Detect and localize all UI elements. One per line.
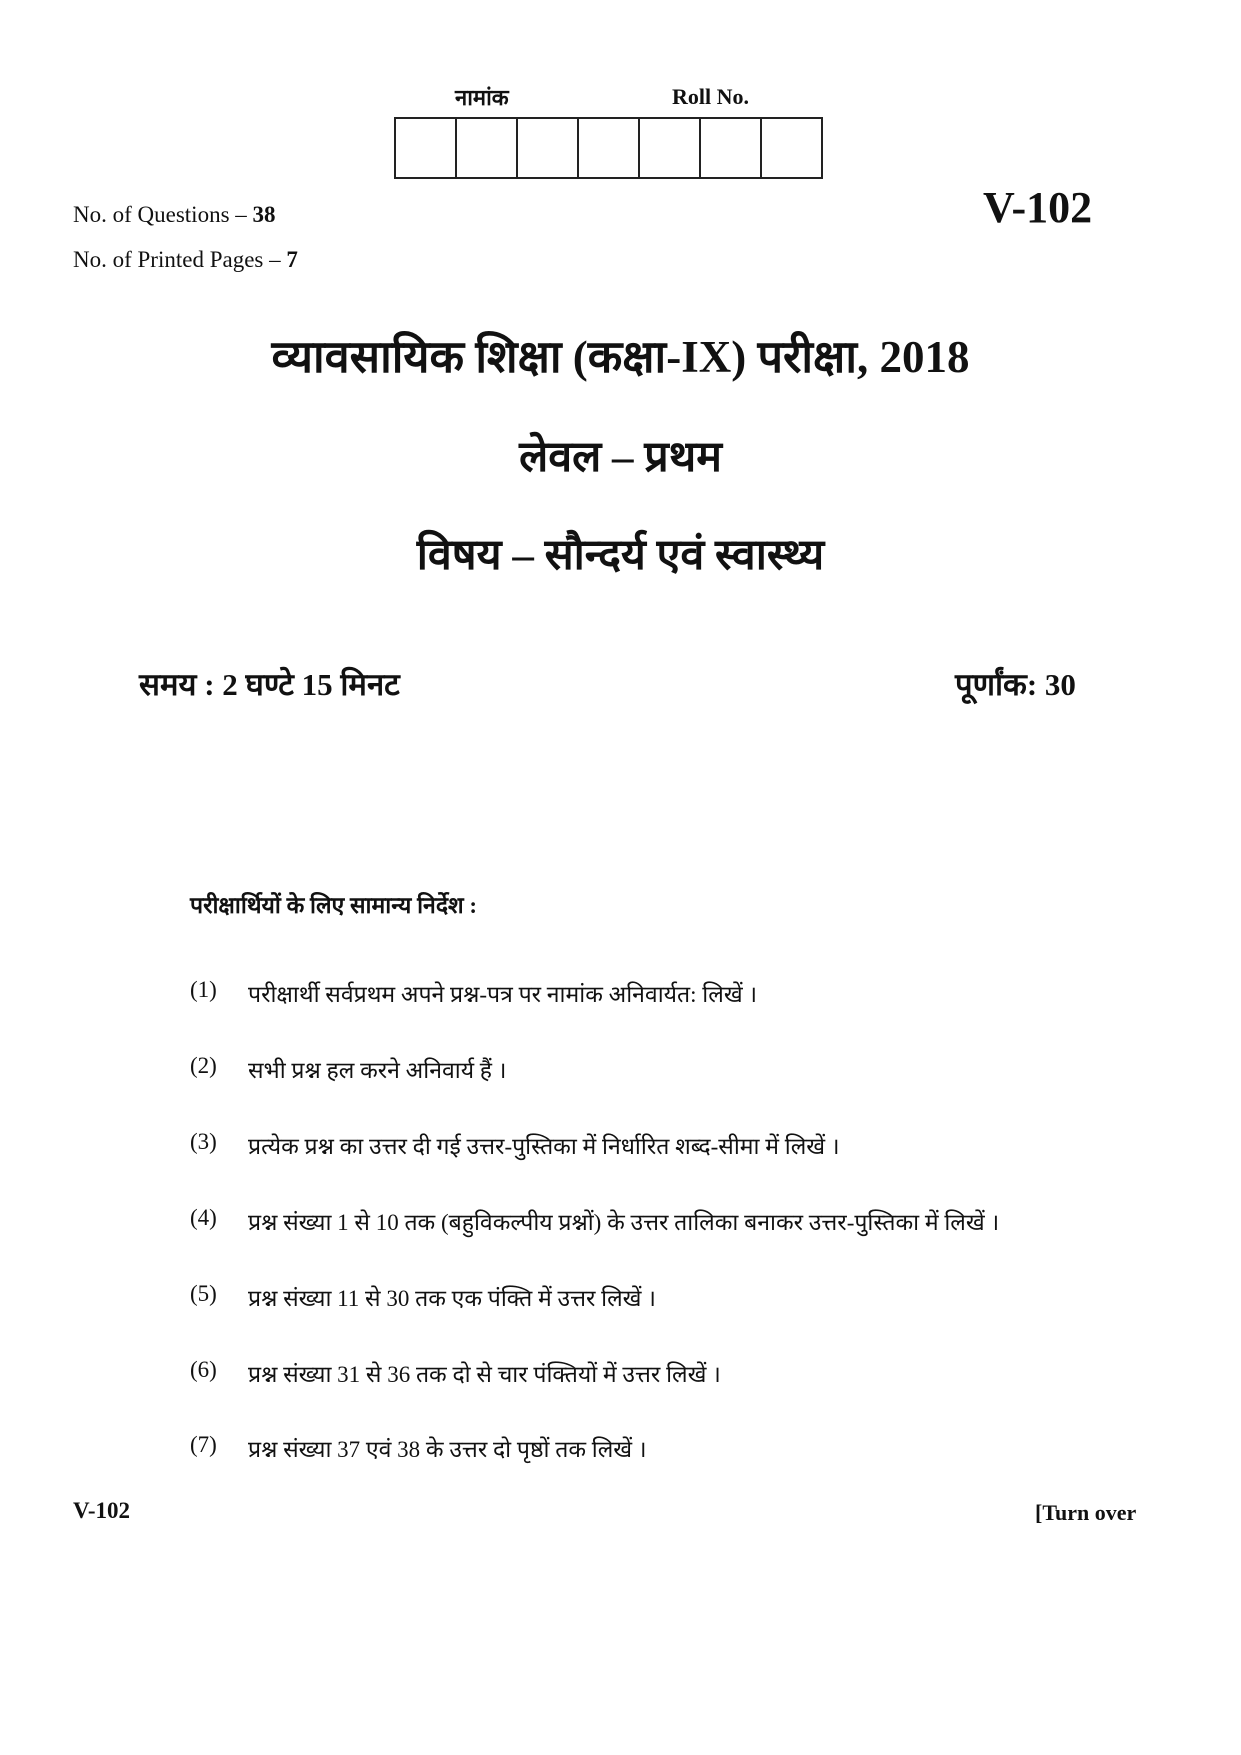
instruction-item <box>190 1432 647 1464</box>
roll-number-boxes <box>394 117 823 179</box>
instruction-text: प्रश्न संख्या 1 से 10 तक (बहुविकल्पीय प्रश्नों) के उत्तर तालिका बनाकर उत्तर-पुस्तिका में लिखें । <box>248 1210 1000 1235</box>
instruction-item <box>190 1357 721 1389</box>
instruction-text: प्रश्न संख्या 11 से 30 तक एक पंक्ति में उत्तर लिखें । <box>248 1286 656 1311</box>
instructions-heading: परीक्षार्थियों के लिए सामान्य निर्देश : <box>190 893 478 918</box>
roll-box <box>762 119 821 177</box>
roll-label-hindi: नामांक <box>455 85 509 110</box>
exam-title: व्यावसायिक शिक्षा (कक्षा-IX) परीक्षा, 2018 <box>271 332 970 382</box>
instruction-item <box>190 1281 656 1313</box>
pages-value: 7 <box>286 247 298 272</box>
roll-label-english: Roll No. <box>672 84 749 109</box>
roll-box <box>396 119 457 177</box>
instruction-text: प्रत्येक प्रश्न का उत्तर दी गई उत्तर-पुस्तिका में निर्धारित शब्द-सीमा में लिखें । <box>248 1134 840 1159</box>
instruction-number: (2) <box>190 1053 217 1078</box>
roll-box <box>518 119 579 177</box>
instruction-text: प्रश्न संख्या 31 से 36 तक दो से चार पंक्तियों में उत्तर लिखें । <box>248 1362 721 1387</box>
instruction-number: (7) <box>190 1432 217 1457</box>
instruction-item <box>190 1205 999 1237</box>
questions-value: 38 <box>252 202 276 227</box>
turn-over-note: [Turn over <box>1035 1500 1137 1525</box>
instruction-text: परीक्षार्थी सर्वप्रथम अपने प्रश्न-पत्र पर नामांक अनिवार्यत: लिखें । <box>248 982 758 1007</box>
paper-code: V-102 <box>983 183 1093 232</box>
instruction-item <box>190 1053 506 1085</box>
max-marks: पूर्णांक: 30 <box>955 667 1076 702</box>
exam-level: लेवल – प्रथम <box>519 434 722 481</box>
instruction-text: सभी प्रश्न हल करने अनिवार्य हैं । <box>248 1058 507 1083</box>
roll-box <box>457 119 518 177</box>
instruction-number: (6) <box>190 1357 217 1382</box>
roll-box <box>640 119 701 177</box>
pages-label: No. of Printed Pages – <box>73 247 281 272</box>
instruction-number: (1) <box>190 977 217 1002</box>
printed-pages-count <box>73 247 298 273</box>
instruction-text: प्रश्न संख्या 37 एवं 38 के उत्तर दो पृष्ठों तक लिखें । <box>248 1437 647 1462</box>
instruction-number: (4) <box>190 1205 217 1230</box>
exam-time: समय : 2 घण्टे 15 मिनट <box>139 667 400 702</box>
roll-box <box>579 119 640 177</box>
instruction-item <box>190 977 757 1009</box>
questions-count <box>73 202 276 228</box>
instruction-number: (3) <box>190 1129 217 1154</box>
exam-subject: विषय – सौन्दर्य एवं स्वास्थ्य <box>416 532 825 579</box>
questions-label: No. of Questions – <box>73 202 247 227</box>
footer-paper-code: V-102 <box>73 1498 131 1523</box>
instruction-number: (5) <box>190 1281 217 1306</box>
instruction-item <box>190 1129 840 1161</box>
roll-box <box>701 119 762 177</box>
